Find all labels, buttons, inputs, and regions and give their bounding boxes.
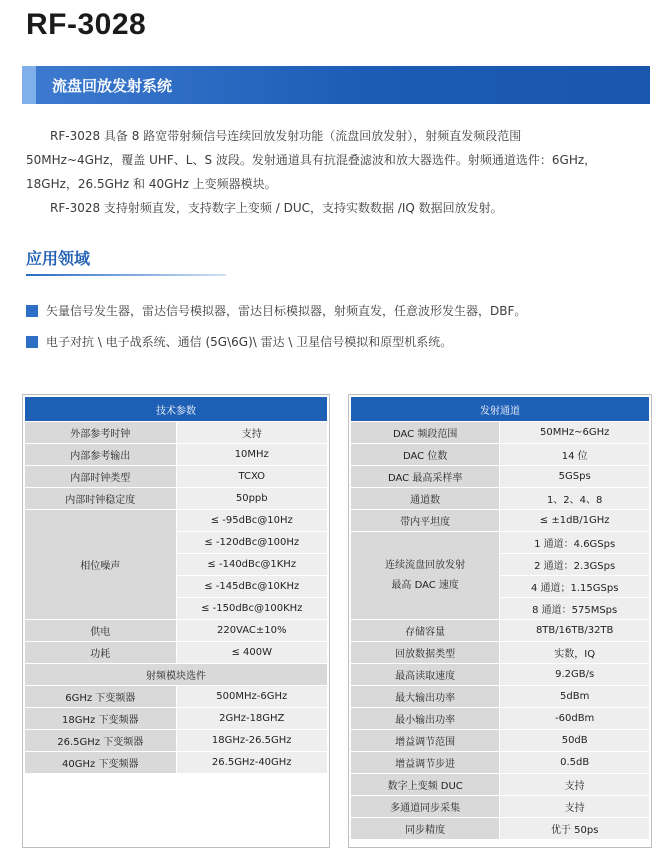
phase-noise-label: 相位噪声 <box>25 510 177 620</box>
table-row: DAC 频段范围 50MHz~6GHz <box>351 422 650 444</box>
table-row: ≤ -120dBc@100Hz <box>25 532 328 554</box>
table-row: 内部时钟稳定度 50ppb <box>25 488 328 510</box>
application-bullet <box>26 302 526 319</box>
intro-paragraph-line4: RF-3028 支持射频直发，支持数字上变频 / DUC，支持实数数据 /IQ 数据回放发射。 <box>50 201 503 215</box>
table-row: 外部参考时钟 支持 <box>25 422 328 444</box>
application-bullet <box>26 333 452 350</box>
table-row: 相位噪声 ≤ -95dBc@10Hz <box>25 510 328 532</box>
table-row: 回放数据类型 实数，IQ <box>351 642 650 664</box>
table-row: ≤ -145dBc@10KHz <box>25 576 328 598</box>
table-row: 增益调节步进 0.5dB <box>351 752 650 774</box>
bullet-text: 电子对抗 \ 电子战系统、通信 (5G\6G)\ 雷达 \ 卫星信号模拟和原型机系统。 <box>46 335 453 349</box>
table-row: 26.5GHz 下变频器 18GHz-26.5GHz <box>25 730 328 752</box>
table-row: DAC 最高采样率 5GSps <box>351 466 650 488</box>
application-section-title: 应用领域 <box>26 249 91 268</box>
table-row: 功耗 ≤ 400W <box>25 642 328 664</box>
banner-accent <box>22 66 36 104</box>
table-row: ≤ -150dBc@100KHz <box>25 598 328 620</box>
table-row: DAC 位数 14 位 <box>351 444 650 466</box>
bullet-text: 矢量信号发生器，雷达信号模拟器，雷达目标模拟器，射频直发，任意波形发生器，DBF。 <box>46 304 527 318</box>
table-header: 发射通道 <box>351 397 650 422</box>
table-row: 连续流盘回放发射 最高 DAC 速度 1 通道：4.6GSps <box>351 532 650 554</box>
table-row: 通道数 1、2、4、8 <box>351 488 650 510</box>
table-row: 最高读取速度 9.2GB/s <box>351 664 650 686</box>
table-row: 存储容量 8TB/16TB/32TB <box>351 620 650 642</box>
table-row: 带内平坦度 ≤ ±1dB/1GHz <box>351 510 650 532</box>
intro-paragraph-line3: 18GHz，26.5GHz 和 40GHz 上变频器模块。 <box>26 177 277 191</box>
table-row: 2 通道：2.3GSps <box>351 554 650 576</box>
transmit-channel-table <box>350 396 650 840</box>
option-subheader: 射频模块选件 <box>25 664 328 686</box>
bullet-square-icon <box>26 305 38 317</box>
intro-paragraph-line1: RF-3028 具备 8 路宽带射频信号连续回放发射功能（流盘回放发射），射频直发频段范围 <box>50 129 522 143</box>
product-title: RF-3028 <box>26 8 147 41</box>
banner-title: 流盘回放发射系统 <box>52 77 173 95</box>
table-row: 内部参考输出 10MHz <box>25 444 328 466</box>
intro-paragraph-line2: 50MHz~4GHz，覆盖 UHF、L、S 波段。发射通道具有抗混叠滤波和放大器选件。射频通道选件：6GHz， <box>26 153 597 167</box>
table-row: 4 通道；1.15GSps <box>351 576 650 598</box>
table-row: 6GHz 下变频器 500MHz-6GHz <box>25 686 328 708</box>
table-row: 增益调节范围 50dB <box>351 730 650 752</box>
bullet-square-icon <box>26 336 38 348</box>
section-underline <box>26 274 226 276</box>
table-header: 技术参数 <box>25 397 328 422</box>
table-row: 最大输出功率 5dBm <box>351 686 650 708</box>
dac-speed-label: 连续流盘回放发射 最高 DAC 速度 <box>351 532 500 620</box>
table-row: 8 通道：575MSps <box>351 598 650 620</box>
tech-params-table <box>24 396 328 774</box>
table-row <box>25 664 328 686</box>
table-row: 18GHz 下变频器 2GHz-18GHZ <box>25 708 328 730</box>
table-row: 最小输出功率 -60dBm <box>351 708 650 730</box>
table-row: 供电 220VAC±10% <box>25 620 328 642</box>
table-row: 内部时钟类型 TCXO <box>25 466 328 488</box>
table-row: 同步精度 优于 50ps <box>351 818 650 840</box>
table-row: 数字上变频 DUC 支持 <box>351 774 650 796</box>
table-row: 多通道同步采集 支持 <box>351 796 650 818</box>
table-row: 40GHz 下变频器 26.5GHz-40GHz <box>25 752 328 774</box>
table-row: ≤ -140dBc@1KHz <box>25 554 328 576</box>
